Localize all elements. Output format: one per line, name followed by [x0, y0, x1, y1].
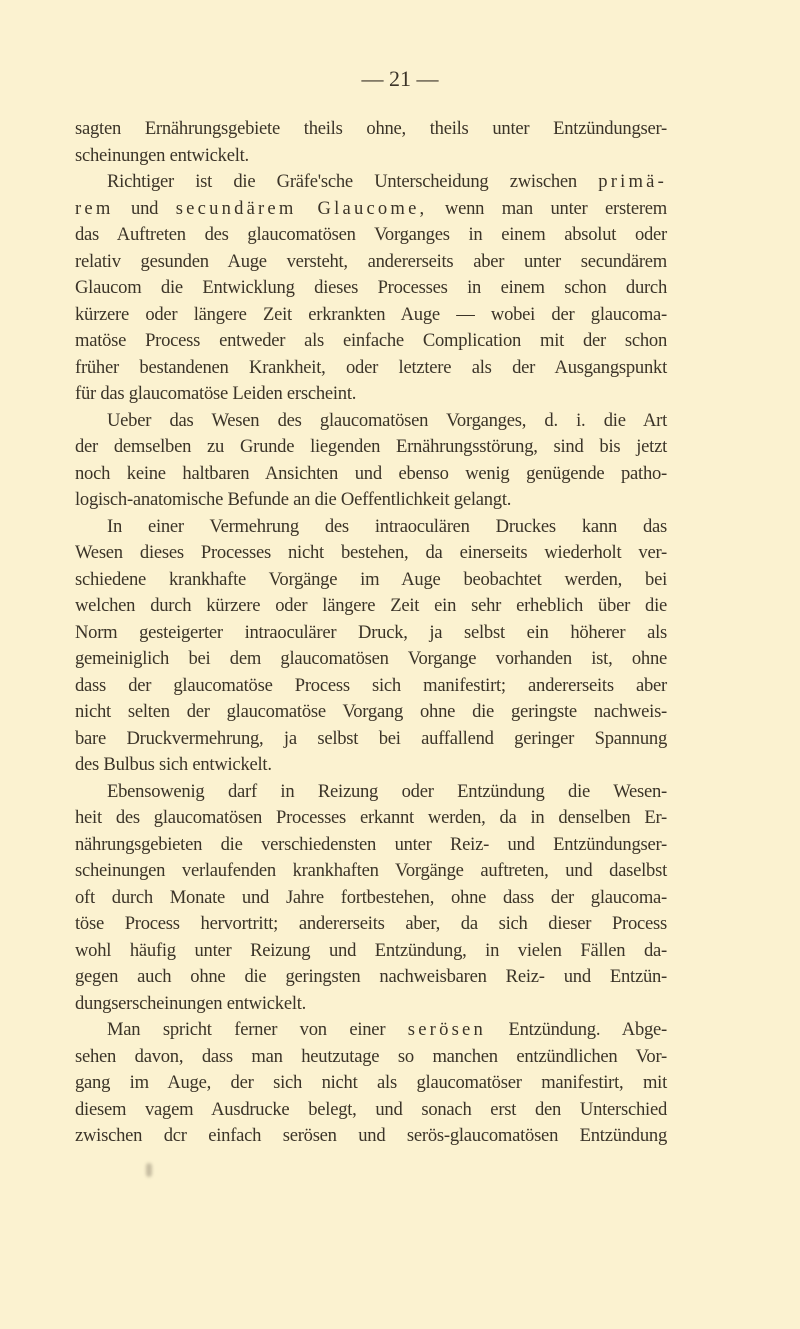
text-segment: sagten Ernährungsgebiete theils ohne, theils unter Entzündungser-: [75, 118, 667, 139]
text-line: [75, 328, 667, 355]
text-segment: Ueber das Wesen des glaucomatösen Vorganges, d. i. die Art: [107, 409, 667, 431]
ink-smudge: [146, 1163, 152, 1177]
text-line: [75, 991, 667, 1018]
text-segment: wenn man unter ersterem: [427, 197, 668, 219]
text-segment: das Auftreten des glaucomatösen Vorganges in einem absolut oder: [75, 224, 667, 245]
spaced-emphasis: serösen: [407, 1019, 486, 1040]
text-segment: schiedene krankhafte Vorgänge im Auge beobachtet werden, bei: [75, 568, 667, 590]
text-line: [75, 514, 667, 541]
text-line: [75, 540, 667, 567]
page-number: — 21 —: [361, 66, 439, 91]
text-line: [75, 461, 667, 488]
text-segment: Richtiger ist die Gräfe'sche Unterscheidung zwischen: [107, 171, 599, 192]
text-line: [75, 116, 667, 143]
text-segment: der demselben zu Grunde liegenden Ernährungsstörung, sind bis jetzt: [75, 436, 667, 457]
text-segment: matöse Process entweder als einfache Complication mit der schon: [75, 330, 667, 351]
text-line: [75, 1017, 667, 1044]
text-segment: dass der glaucomatöse Process sich manifestirt; andererseits aber: [75, 674, 667, 696]
spaced-emphasis: secundärem Glaucome,: [175, 197, 428, 219]
text-line: [75, 938, 667, 965]
text-segment: gegen auch ohne die geringsten nachweisbaren Reiz- und Entzün-: [75, 966, 667, 987]
text-line: [75, 222, 667, 249]
text-line: [75, 196, 667, 223]
text-line: [75, 726, 667, 753]
text-line: [75, 646, 667, 673]
text-line: [75, 1044, 667, 1071]
text-segment: gang im Auge, der sich nicht als glaucomatöser manifestirt, mit: [75, 1072, 667, 1093]
text-line: [75, 249, 667, 276]
text-line: [75, 381, 667, 408]
text-line: [75, 832, 667, 859]
text-line: [75, 408, 667, 435]
text-segment: Glaucom die Entwicklung dieses Processes in einem schon durch: [75, 277, 667, 298]
text-segment: heit des glaucomatösen Processes erkannt werden, da in denselben Er-: [75, 807, 667, 828]
text-segment: dungserscheinungen entwickelt.: [75, 992, 307, 1014]
text-segment: noch keine haltbaren Ansichten und ebenso wenig genügende patho-: [75, 462, 667, 484]
text-segment: sehen davon, dass man heutzutage so manchen entzündlichen Vor-: [75, 1045, 667, 1067]
text-line: [75, 275, 667, 302]
text-line: [75, 143, 667, 170]
text-segment: des Bulbus sich entwickelt.: [75, 754, 272, 775]
text-line: [75, 1070, 667, 1097]
text-line: [75, 964, 667, 991]
text-line: [75, 302, 667, 329]
text-line: [75, 752, 667, 779]
text-segment: nährungsgebieten die verschiedensten unter Reiz- und Entzündungser-: [75, 833, 667, 855]
text-line: [75, 567, 667, 594]
text-segment: logisch-anatomische Befunde an die Oeffentlichkeit gelangt.: [75, 489, 512, 510]
text-line: [75, 487, 667, 514]
text-line: [75, 805, 667, 832]
text-segment: scheinungen entwickelt.: [75, 144, 249, 166]
text-line: [75, 885, 667, 912]
text-segment: Norm gesteigerter intraoculärer Druck, ja selbst ein höherer als: [75, 621, 667, 643]
text-segment: gemeiniglich bei dem glaucomatösen Vorgange vorhanden ist, ohne: [75, 648, 667, 669]
text-line: [75, 699, 667, 726]
text-line: [75, 1123, 667, 1150]
text-segment: scheinungen verlaufenden krankhaften Vorgänge auftreten, und daselbst: [75, 860, 667, 881]
text-segment: oft durch Monate und Jahre fortbestehen, ohne dass der glaucoma-: [75, 886, 667, 908]
text-line: [75, 169, 667, 196]
text-line: [75, 355, 667, 382]
spaced-emphasis: primä-: [598, 171, 667, 192]
body-text: [75, 116, 667, 1150]
text-line: [75, 779, 667, 806]
text-segment: relativ gesunden Auge versteht, andererseits aber unter secundärem: [75, 250, 667, 272]
text-line: [75, 434, 667, 461]
spaced-emphasis: rem: [75, 197, 114, 219]
text-segment: Man spricht ferner von einer: [107, 1019, 408, 1040]
text-line: [75, 858, 667, 885]
text-segment: wohl häufig unter Reizung und Entzündung, in vielen Fällen da-: [75, 939, 667, 961]
text-segment: In einer Vermehrung des intraoculären Druckes kann das: [107, 515, 667, 537]
text-segment: Entzündung. Abge-: [485, 1019, 667, 1040]
text-segment: kürzere oder längere Zeit erkrankten Auge — wobei der glaucoma-: [75, 303, 667, 325]
text-segment: Wesen dieses Processes nicht bestehen, da einerseits wiederholt ver-: [75, 542, 667, 563]
text-segment: und: [113, 197, 176, 219]
text-line: [75, 1097, 667, 1124]
text-segment: früher bestandenen Krankheit, oder letztere als der Ausgangspunkt: [75, 356, 667, 378]
text-segment: diesem vagem Ausdrucke belegt, und sonach erst den Unterschied: [75, 1098, 667, 1120]
text-segment: Ebensowenig darf in Reizung oder Entzündung die Wesen-: [107, 780, 667, 802]
text-segment: bare Druckvermehrung, ja selbst bei auffallend geringer Spannung: [75, 727, 667, 749]
text-segment: töse Process hervortritt; andererseits aber, da sich dieser Process: [75, 913, 667, 934]
text-segment: zwischen dcr einfach serösen und serös-glaucomatösen Entzündung: [75, 1125, 667, 1146]
text-line: [75, 620, 667, 647]
text-line: [75, 593, 667, 620]
text-line: [75, 911, 667, 938]
text-segment: welchen durch kürzere oder längere Zeit ein sehr erheblich über die: [75, 595, 667, 616]
text-segment: nicht selten der glaucomatöse Vorgang ohne die geringste nachweis-: [75, 701, 667, 722]
text-line: [75, 673, 667, 700]
text-segment: für das glaucomatöse Leiden erscheint.: [75, 383, 357, 404]
